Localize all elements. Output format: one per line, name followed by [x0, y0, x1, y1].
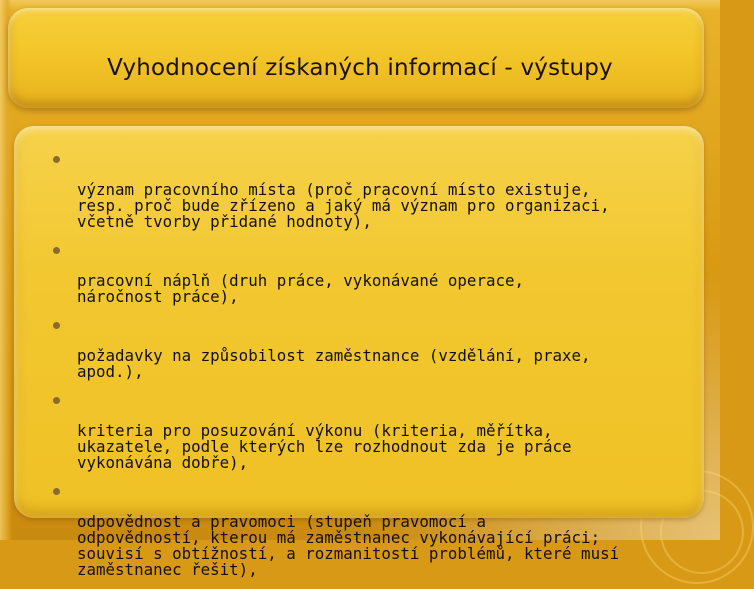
list-item [50, 482, 670, 578]
list-item-text: kriteria pro posuzování výkonu (kriteria, měřítka, ukazatele, podle kterých lze rozhodnout zda je práce vykonávána dobře), [77, 421, 572, 472]
list-item-text: odpovědnost a pravomoci (stupeň pravomocí a odpovědností, kterou má zaměstnanec vykonávající práci; souvisí s obtížností, a rozmanitostí problémů, které musí zaměstnanec řešit), [77, 512, 620, 579]
list-item [50, 391, 670, 471]
list-item [50, 241, 670, 305]
list-item [50, 150, 670, 230]
bullet-icon [53, 322, 60, 329]
bullet-icon [53, 156, 60, 163]
bullet-icon [53, 488, 60, 495]
list-item [50, 316, 670, 380]
list-item-text: požadavky na způsobilost zaměstnance (vzdělání, praxe, apod.), [77, 346, 591, 381]
list-item-text: pracovní náplň (druh práce, vykonávané operace, náročnost práce), [77, 271, 524, 306]
bullet-icon [53, 247, 60, 254]
bullet-icon [53, 397, 60, 404]
slide-title: Vyhodnocení získaných informací - výstupy [107, 55, 613, 81]
list-item-text: význam pracovního místa (proč pracovní místo existuje, resp. proč bude zřízeno a jaký má význam pro organizaci, včetně tvorby přidané hodnoty), [77, 180, 610, 231]
bullet-list [50, 150, 670, 589]
